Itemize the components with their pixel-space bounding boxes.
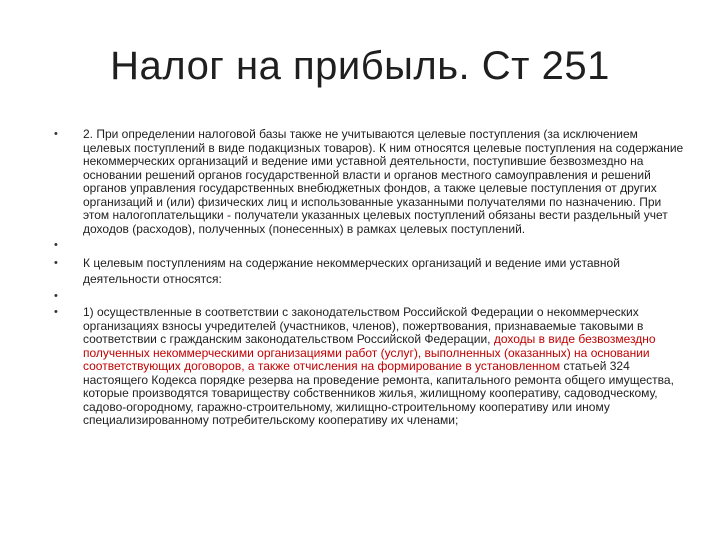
bullet-icon: • [54, 128, 58, 140]
paragraph-text [83, 306, 684, 428]
paragraph-text: 2. При определении налоговой базы также не учитываются целевые поступления (за исключением целевых поступлений в виде подакцизных товаров). К ним относятся целевые поступления на содержание некоммерческих организаций и ведение ими уставной деятельности, поступившие безвозмездно на основании решений органов государственной власти и органов местного самоуправления и решений органов управления государственных внебюджетных фондов, а также целевые поступления от других организаций и (или) физических лиц и использованные указанными получателями по назначению. При этом налогоплательщики - получатели указанных целевых поступлений обязаны вести раздельный учет доходов (расходов), полученных (понесенных) в рамках целевых поступлений. [83, 127, 684, 236]
bullet-item [54, 306, 684, 428]
bullet-item-empty [54, 239, 684, 255]
bullet-item [54, 128, 684, 236]
bullet-icon: • [54, 306, 58, 318]
slide-title: Налог на прибыль. Ст 251 [110, 44, 610, 88]
paragraph-text-part: 1) осуществленные в соответствии с законодательством Российской Федерации о некоммерческих организациях взносы учредителей (участников, членов), пожертвования, признаваемые таковыми в соответствии с гражданским законодательством Российской Федерации, [83, 305, 644, 346]
bullet-item [54, 255, 684, 287]
bullet-item-empty [54, 290, 684, 306]
bullet-icon: • [54, 239, 58, 251]
bullet-icon: • [54, 290, 58, 302]
highlighted-text: доходы в виде безвозмездно полученных некоммерческими организациями работ (услуг), выполненных (оказанных) на основании соответствующих договоров, а также отчисления на формирование в установленном [83, 332, 656, 373]
bullet-icon: • [54, 257, 58, 269]
bullet-list [54, 128, 684, 428]
paragraph-text: К целевым поступлениям на содержание некоммерческих организаций и ведение ими уставной деятельности относятся: [83, 256, 620, 286]
paragraph-text-part: статьей 324 настоящего Кодекса порядке резерва на проведение ремонта, капитального ремонта общего имущества, которые производятся товариществу собственников жилья, жилищному кооперативу, садоводческому, садово-огородному, гаражно-строительному, жилищно-строительному кооперативу или иному специализированному потребительскому кооперативу их членами; [83, 359, 674, 427]
